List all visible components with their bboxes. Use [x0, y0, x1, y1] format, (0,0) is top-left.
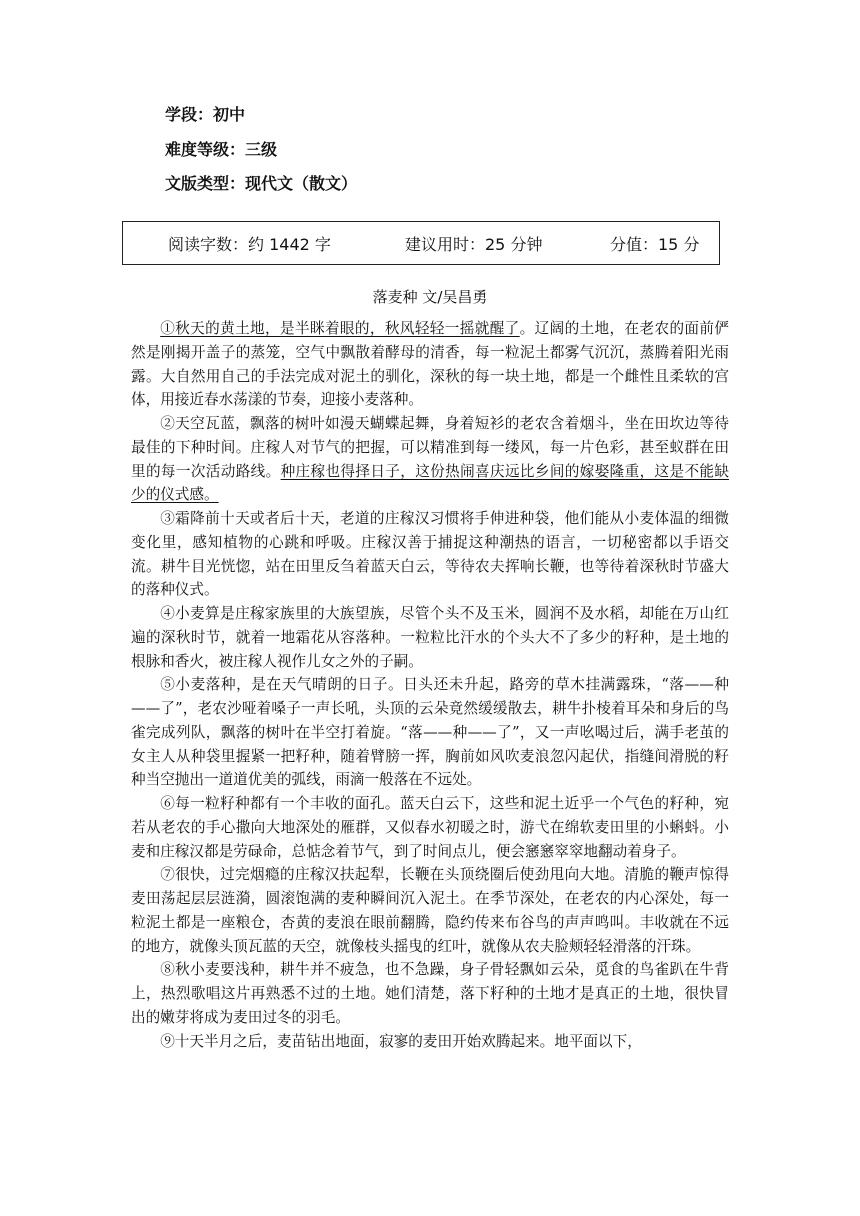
paragraph-text: ⑥每一粒籽种都有一个丰收的面孔。蓝天白云下，这些和泥土近乎一个气色的籽种，宛若从老农的手心撒向大地深处的雁群，又似春水初暖之时，游弋在绵软麦田里的小蝌蚪。小麦和庄稼汉都是劳碌命，总惦念着节气，到了时间点儿，便会窸窸窣窣地翻动着身子。 — [131, 795, 729, 860]
suggested-time: 建议用时：25 分钟 — [405, 235, 543, 254]
text-genre: 文版类型：现代文（散文） — [165, 174, 358, 193]
article-title: 落麦种 文/吴昌勇 — [372, 288, 488, 306]
paragraph-text: ④小麦算是庄稼家族里的大族望族，尽管个头不及玉米，圆润不及水稻，却能在万山红遍的深秋时节，就着一地霜花从容落种。一粒粒比汗水的个头大不了多少的籽种，是土地的根脉和香火，被庄稼人视作儿女之外的子嗣。 — [131, 605, 729, 670]
word-count: 阅读字数：约 1442 字 — [168, 235, 331, 254]
article-body — [131, 317, 729, 1053]
underlined-sentence: ①秋天的黄土地，是半眯着眼的，秋风轻轻一摇就醒了 — [160, 320, 520, 337]
score: 分值：15 分 — [610, 235, 700, 254]
paragraph-text: ③霜降前十天或者后十天，老道的庄稼汉习惯将手伸进种袋，他们能从小麦体温的细微变化里，感知植物的心跳和呼吸。庄稼汉善于捕捉这种潮热的语言，一切秘密都以手语交流。耕牛目光恍惚，站在田里反刍着蓝天白云，等待农夫挥响长鞭，也等待着深秋时节盛大的落种仪式。 — [131, 510, 729, 599]
paragraph-9 — [131, 1030, 729, 1054]
paragraph-2 — [131, 412, 729, 507]
paragraph-text: ②天空瓦蓝，飘落的树叶如漫天蝴蝶起舞，身着短衫的老农含着烟斗，坐在田坎边等待最佳的下种时间。庄稼人对节气的把握，可以精准到每一缕风，每一片色彩，甚至蚁群在田里的每一次活动路线。 — [131, 415, 729, 480]
underlined-sentence: 种庄稼也得择日子，这份热闹喜庆远比乡间的嫁娶隆重，这是不能缺少的仪式感。 — [131, 462, 729, 504]
paragraph-7 — [131, 863, 729, 958]
paragraph-text: ⑧秋小麦要浅种，耕牛并不疲急，也不急躁，身子骨轻飘如云朵，觅食的鸟雀趴在牛背上，热烈歌唱这片再熟悉不过的土地。她们清楚，落下籽种的土地才是真正的土地，很快冒出的嫩芽将成为麦田过冬的羽毛。 — [131, 961, 729, 1026]
paragraph-4 — [131, 602, 729, 673]
paragraph-5 — [131, 673, 729, 792]
paragraph-text: ⑨十天半月之后，麦苗钻出地面，寂寥的麦田开始欢腾起来。地平面以下， — [160, 1032, 642, 1050]
paragraph-text: 。辽阔的土地，在老农的面前俨然是刚揭开盖子的蒸笼，空气中飘散着酵母的清香，每一粒泥土都雾气沉沉，蒸腾着阳光雨露。大自然用自己的手法完成对泥土的驯化，深秋的每一块土地，都是一个雌性且柔软的宫体，用接近春水荡漾的节奏，迎接小麦落种。 — [131, 320, 729, 409]
reading-info-box — [122, 221, 720, 265]
paragraph-1 — [131, 317, 729, 412]
paragraph-3 — [131, 507, 729, 602]
school-stage: 学段：初中 — [165, 105, 246, 124]
difficulty-level: 难度等级：三级 — [165, 140, 278, 159]
paragraph-text: ⑦很快，过完烟瘾的庄稼汉扶起犁，长鞭在头顶绕圈后使劲甩向大地。清脆的鞭声惊得麦田荡起层层涟漪，圆滚饱满的麦种瞬间沉入泥土。在季节深处，在老农的内心深处，每一粒泥土都是一座粮仓，杏黄的麦浪在眼前翻腾，隐约传来布谷鸟的声声鸣叫。丰收就在不远的地方，就像头顶瓦蓝的天空，就像枝头摇曳的红叶，就像从农夫脸颊轻轻滑落的汗珠。 — [131, 866, 729, 955]
paragraph-6 — [131, 792, 729, 863]
paragraph-8 — [131, 958, 729, 1029]
paragraph-text: ⑤小麦落种，是在天气晴朗的日子。日头还未升起，路旁的草木挂满露珠，“落——种——了”，老农沙哑着嗓子一声长吼，头顶的云朵竟然缓缓散去，耕牛扑棱着耳朵和身后的鸟雀完成列队，飘落的树叶在半空打着旋。“落——种——了”，又一声吆喝过后，满手老茧的女主人从种袋里握紧一把籽种，随着臂膀一挥，胸前如风吹麦浪忽闪起伏，指缝间滑脱的籽种当空抛出一道道优美的弧线，雨滴一般落在不远处。 — [131, 676, 729, 789]
